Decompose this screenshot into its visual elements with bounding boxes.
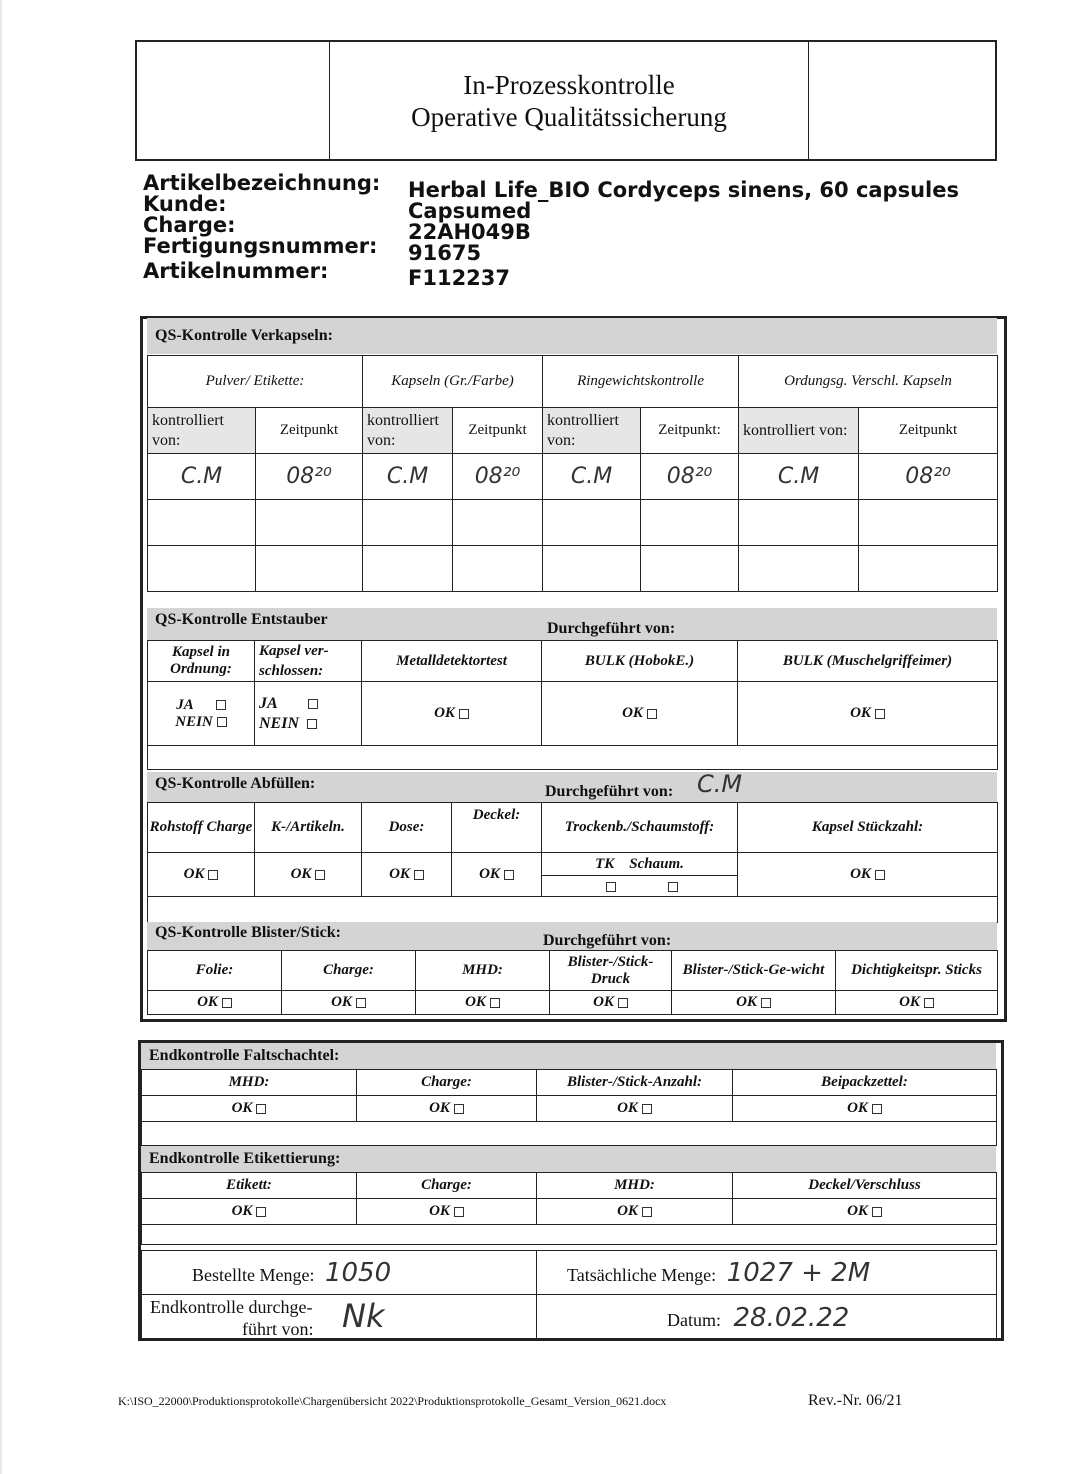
sub-kontrolliert-4: kontrolliert von:: [739, 408, 859, 454]
article-values: [408, 180, 959, 289]
ok-label: OK: [736, 994, 757, 1010]
label-kunde: Kunde:: [143, 192, 227, 216]
falt-h-mhd: MHD:: [142, 1070, 357, 1096]
abfuellen-h6: Kapsel Stückzahl:: [738, 803, 998, 853]
group-pulver: Pulver/ Etikette:: [148, 356, 363, 408]
sub-zeitpunkt-3: Zeitpunkt:: [641, 408, 739, 454]
verkapseln-header: [147, 318, 997, 354]
nein-label: NEIN: [175, 713, 213, 730]
tatsaechliche-value: 1027 + 2M: [726, 1257, 871, 1288]
endkontrolle-label2: führt von:: [242, 1318, 314, 1339]
ok-label: OK: [593, 994, 614, 1010]
sub-kontrolliert-3: kontrolliert von:: [543, 408, 641, 454]
ok-checkbox[interactable]: [924, 998, 934, 1008]
ok-checkbox[interactable]: [875, 870, 885, 880]
ok-checkbox[interactable]: [256, 1104, 266, 1114]
group-kapseln: Kapseln (Gr./Farbe): [363, 356, 543, 408]
footer-path: K:\ISO_22000\Produktionsprotokolle\Chargenübersicht 2022\Produktionsprotokolle_Gesamt_Version_0621.docx: [118, 1394, 667, 1408]
ok-checkbox[interactable]: [208, 870, 218, 880]
nein-checkbox[interactable]: [307, 719, 317, 729]
ok-checkbox[interactable]: [414, 870, 424, 880]
abfuellen-h1: Rohstoff Charge: [148, 803, 255, 853]
ja-label: JA: [176, 696, 194, 713]
ok-checkbox[interactable]: [647, 709, 657, 719]
entstauber-header: [147, 608, 997, 640]
trockenb-cell: [542, 853, 738, 897]
entstauber-h2: Kapsel ver-schlossen:: [255, 641, 362, 682]
sig-1: C.M: [148, 454, 256, 500]
empty-row: [148, 546, 998, 592]
ok-bulk-muschel: [738, 682, 998, 746]
ok-label: OK: [479, 866, 500, 882]
ok-label: OK: [847, 1203, 868, 1219]
faltschachtel-title: Endkontrolle Faltschachtel:: [149, 1047, 340, 1064]
datum-label: Datum:: [667, 1309, 721, 1330]
schaum-checkbox[interactable]: [668, 882, 678, 892]
title-left-cell: [136, 41, 330, 160]
ok-checkbox[interactable]: [872, 1104, 882, 1114]
abfuellen-signature: C.M: [697, 770, 743, 798]
sig-3: C.M: [543, 454, 641, 500]
ok-mhd: [416, 991, 550, 1015]
falt-h-charge: Charge:: [357, 1070, 537, 1096]
entstauber-ja-nein-1: [148, 682, 255, 746]
blister-h-gewicht: Blister-/Stick-Ge-wicht: [672, 951, 836, 991]
ok-label: OK: [429, 1100, 450, 1116]
ja-label: JA: [259, 694, 278, 712]
falt-ok-beipack: [733, 1096, 997, 1122]
ok-stueckzahl: [738, 853, 998, 897]
blister-h-druck: Blister-/Stick-Druck: [550, 951, 672, 991]
tatsaechliche-label: Tatsächliche Menge:: [567, 1264, 717, 1285]
ok-bulk-hobok: [542, 682, 738, 746]
abfuellen-header: [147, 772, 997, 802]
ok-folie: [148, 991, 282, 1015]
ok-checkbox[interactable]: [356, 998, 366, 1008]
mengen-table: [141, 1250, 997, 1341]
falt-ok-charge: [357, 1096, 537, 1122]
time-1: 08²⁰: [256, 454, 363, 500]
etik-ok-etikett: [142, 1199, 357, 1225]
title-box: [135, 40, 997, 161]
ok-label: OK: [231, 1203, 253, 1219]
ok-checkbox[interactable]: [642, 1104, 652, 1114]
falt-ok-mhd: [142, 1096, 357, 1122]
endkontrolle-cell: [142, 1295, 537, 1341]
sub-zeitpunkt-2: Zeitpunkt: [453, 408, 543, 454]
datum-cell: [537, 1295, 997, 1341]
ok-label: OK: [197, 994, 218, 1010]
group-verschluss: Ordungsg. Verschl. Kapseln: [739, 356, 998, 408]
falt-h-beipack: Beipackzettel:: [733, 1070, 997, 1096]
nein-checkbox[interactable]: [217, 717, 227, 727]
sig-2: C.M: [363, 454, 453, 500]
label-artikelnummer: Artikelnummer:: [143, 259, 329, 283]
sig-4: C.M: [739, 454, 859, 500]
ok-checkbox[interactable]: [618, 998, 628, 1008]
title-right-cell: [809, 41, 997, 160]
verkapseln-table: [147, 355, 998, 592]
tatsaechliche-cell: [537, 1251, 997, 1295]
abfuellen-title: QS-Kontrolle Abfüllen:: [155, 775, 316, 792]
ok-label: OK: [465, 994, 486, 1010]
ok-rohstoff: [148, 853, 255, 897]
value-artikelbezeichnung: Herbal Life_BIO Cordyceps sinens, 60 capsules: [408, 178, 959, 202]
label-fertigungsnummer: Fertigungsnummer:: [143, 234, 378, 258]
entstauber-h3: Metalldetektortest: [362, 641, 542, 682]
entstauber-h5: BULK (Muschelgriffeimer): [738, 641, 998, 682]
sub-kontrolliert-2: kontrolliert von:: [363, 408, 453, 454]
ja-checkbox[interactable]: [216, 700, 226, 710]
ok-checkbox[interactable]: [454, 1104, 464, 1114]
etik-h-etikett: Etikett:: [142, 1173, 357, 1199]
falt-ok-anzahl: [537, 1096, 733, 1122]
entstauber-h4: BULK (HobokE.): [542, 641, 738, 682]
sub-zeitpunkt-1: Zeitpunkt: [256, 408, 363, 454]
datum-value: 28.02.22: [733, 1302, 850, 1333]
ok-druck: [550, 991, 672, 1015]
nein-label: NEIN: [259, 714, 300, 732]
ok-checkbox[interactable]: [490, 998, 500, 1008]
entstauber-table: [147, 640, 998, 770]
ok-gewicht: [672, 991, 836, 1015]
verkapseln-title: QS-Kontrolle Verkapseln:: [155, 327, 333, 344]
bestellte-cell: [142, 1251, 537, 1295]
blister-table: [147, 950, 998, 1015]
ok-dichtigkeit: [836, 991, 998, 1015]
ok-label: OK: [617, 1203, 638, 1219]
label-charge: Charge:: [143, 213, 236, 237]
blister-h-charge: Charge:: [282, 951, 416, 991]
ok-label: OK: [429, 1203, 450, 1219]
schaum-label: Schaum.: [629, 856, 684, 872]
empty-row: [148, 500, 998, 546]
ok-label: OK: [434, 705, 455, 721]
blister-durchgefuehrt: Durchgeführt von:: [543, 932, 672, 949]
title-line1: In-Prozesskontrolle: [463, 69, 675, 100]
blister-h-mhd: MHD:: [416, 951, 550, 991]
ok-label: OK: [331, 994, 352, 1010]
etik-h-charge: Charge:: [357, 1173, 537, 1199]
abfuellen-h4: Deckel:: [452, 803, 542, 853]
ok-checkbox[interactable]: [222, 998, 232, 1008]
ok-checkbox[interactable]: [761, 998, 771, 1008]
entstauber-title: QS-Kontrolle Entstauber: [155, 611, 328, 628]
entstauber-h1: Kapsel in Ordnung:: [148, 641, 255, 682]
tk-label: TK: [595, 856, 615, 872]
title-line2: Operative Qualitätssicherung: [411, 101, 727, 132]
ok-dose: [362, 853, 452, 897]
endkontrolle-label1: Endkontrolle durchge-: [150, 1296, 313, 1317]
bestellte-value: 1050: [324, 1257, 392, 1288]
time-4: 08²⁰: [859, 454, 998, 500]
ok-artikeln: [255, 853, 362, 897]
empty-row: [148, 746, 998, 770]
ok-checkbox[interactable]: [504, 870, 514, 880]
etikettierung-header: [141, 1146, 996, 1172]
etikettierung-table: [141, 1172, 997, 1245]
abfuellen-table: [147, 802, 998, 923]
abfuellen-durchgefuehrt: Durchgeführt von:: [545, 783, 674, 800]
footer-rev: Rev.-Nr. 06/21: [808, 1392, 903, 1409]
empty-row: [148, 897, 998, 923]
blister-h-dichtigkeit: Dichtigkeitspr. Sticks: [836, 951, 998, 991]
ok-label: OK: [617, 1100, 638, 1116]
time-3: 08²⁰: [641, 454, 739, 500]
entstauber-ja-nein-2: [255, 682, 362, 746]
ok-checkbox[interactable]: [642, 1207, 652, 1217]
ok-checkbox[interactable]: [872, 1207, 882, 1217]
empty-row: [142, 1225, 997, 1245]
abfuellen-h5: Trockenb./Schaumstoff:: [542, 803, 738, 853]
bestellte-label: Bestellte Menge:: [192, 1264, 315, 1285]
blister-title: QS-Kontrolle Blister/Stick:: [155, 924, 341, 941]
ok-charge: [282, 991, 416, 1015]
blister-header: [147, 922, 997, 950]
ok-checkbox[interactable]: [454, 1207, 464, 1217]
faltschachtel-header: [141, 1043, 996, 1069]
label-artikelbezeichnung: Artikelbezeichnung:: [143, 171, 381, 195]
blister-h-folie: Folie:: [148, 951, 282, 991]
etik-ok-charge: [357, 1199, 537, 1225]
value-fertigungsnummer: 91675: [408, 241, 482, 265]
ok-deckel: [452, 853, 542, 897]
abfuellen-h3: Dose:: [362, 803, 452, 853]
etik-ok-mhd: [537, 1199, 733, 1225]
ok-checkbox[interactable]: [459, 709, 469, 719]
value-artikelnummer: F112237: [408, 266, 511, 290]
ok-label: OK: [183, 866, 205, 882]
ok-checkbox[interactable]: [315, 870, 325, 880]
faltschachtel-table: [141, 1069, 997, 1146]
falt-h-anzahl: Blister-/Stick-Anzahl:: [537, 1070, 733, 1096]
etik-h-mhd: MHD:: [537, 1173, 733, 1199]
ok-label: OK: [850, 705, 871, 721]
ok-label: OK: [847, 1100, 868, 1116]
ok-metalldetektor: [362, 682, 542, 746]
value-kunde: Capsumed: [408, 199, 532, 223]
title-cell: [330, 41, 809, 160]
ok-checkbox[interactable]: [875, 709, 885, 719]
ok-label: OK: [899, 994, 920, 1010]
etikettierung-title: Endkontrolle Etikettierung:: [149, 1150, 341, 1167]
article-labels: [143, 173, 380, 282]
etik-ok-deckel: [733, 1199, 997, 1225]
ok-label: OK: [850, 866, 871, 882]
ok-label: OK: [290, 866, 312, 882]
empty-row: [142, 1122, 997, 1146]
sub-kontrolliert-1: kontrolliert von:: [148, 408, 256, 454]
endkontrolle-signature: Nk: [342, 1297, 385, 1335]
sub-zeitpunkt-4: Zeitpunkt: [859, 408, 998, 454]
ok-label: OK: [231, 1100, 253, 1116]
ok-checkbox[interactable]: [256, 1207, 266, 1217]
ok-label: OK: [622, 705, 643, 721]
abfuellen-h2: K-/Artikeln.: [255, 803, 362, 853]
tk-checkbox[interactable]: [606, 882, 616, 892]
ok-label: OK: [389, 866, 410, 882]
ja-checkbox[interactable]: [308, 699, 318, 709]
etik-h-deckel: Deckel/Verschluss: [733, 1173, 997, 1199]
group-ringewicht: Ringewichtskontrolle: [543, 356, 739, 408]
value-charge: 22AH049B: [408, 220, 531, 244]
entstauber-durchgefuehrt: Durchgeführt von:: [547, 620, 676, 637]
time-2: 08²⁰: [453, 454, 543, 500]
